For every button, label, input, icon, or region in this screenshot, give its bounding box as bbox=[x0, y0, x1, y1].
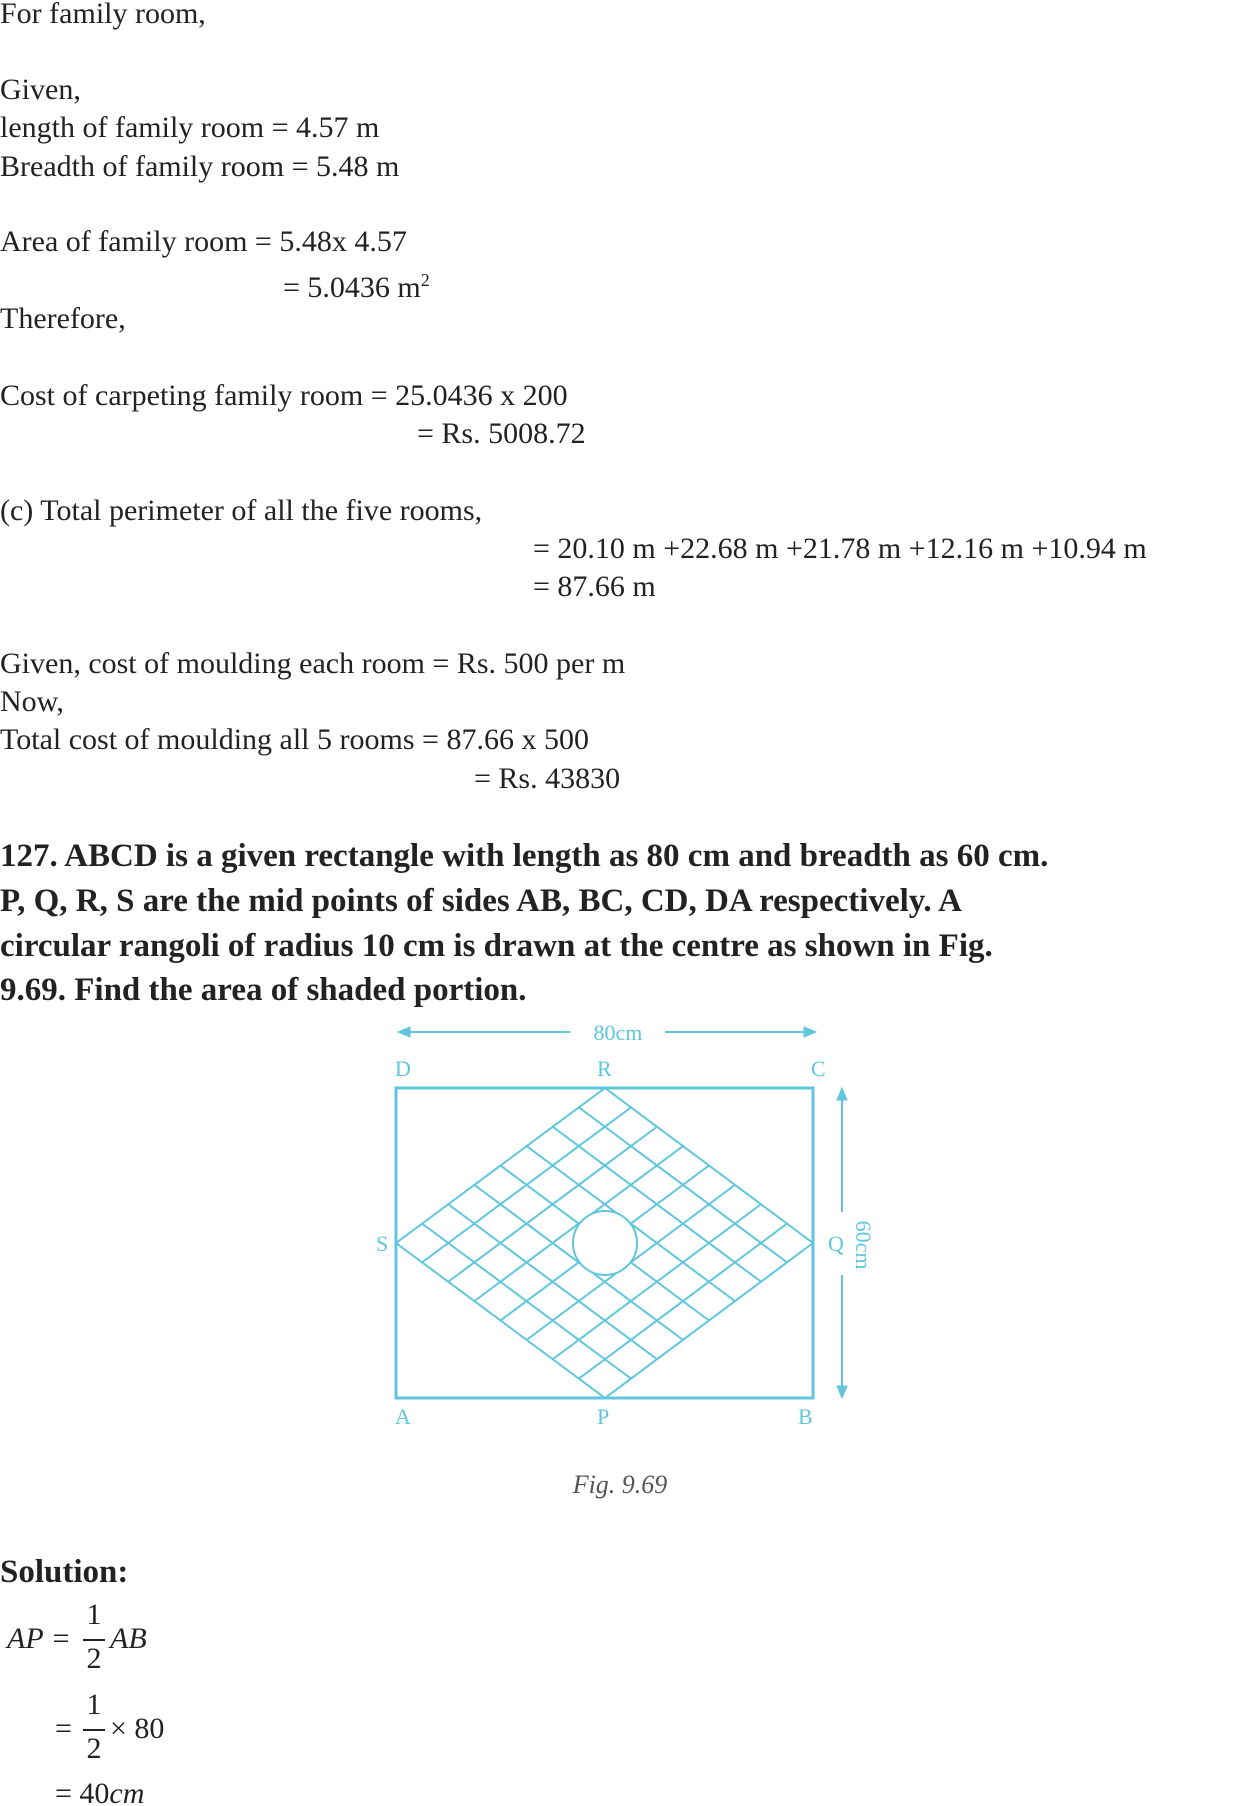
math-text: AP = bbox=[7, 1622, 71, 1655]
unit: cm bbox=[109, 1777, 145, 1806]
math-line-2: = bbox=[55, 1712, 72, 1745]
text-line: (c) Total perimeter of all the five rooms, bbox=[0, 494, 483, 527]
point-label-r: R bbox=[597, 1056, 612, 1081]
math-text: AB bbox=[110, 1622, 147, 1655]
question-line: 9.69. Find the area of shaded portion. bbox=[0, 972, 527, 1008]
arrow-head bbox=[398, 1027, 410, 1037]
question-line: circular rangoli of radius 10 cm is drawn at the centre as shown in Fig. bbox=[0, 928, 993, 964]
text: = 5.0436 m bbox=[283, 271, 421, 304]
math-line-1 bbox=[7, 1622, 71, 1656]
text-line: Breadth of family room = 5.48 m bbox=[0, 150, 400, 183]
point-label-d: D bbox=[395, 1056, 411, 1081]
text-line: Total cost of moulding all 5 rooms = 87.66 x 500 bbox=[0, 723, 589, 756]
arrow-head bbox=[837, 1386, 847, 1398]
text-line: Now, bbox=[0, 685, 64, 718]
question-line: P, Q, R, S are the mid points of sides AB, BC, CD, DA respectively. A bbox=[0, 883, 962, 919]
text-line: = 87.66 m bbox=[533, 570, 656, 603]
text-line: = Rs. 5008.72 bbox=[417, 417, 586, 450]
fraction-bar bbox=[83, 1639, 105, 1641]
text-line: Cost of carpeting family room = 25.0436 x 200 bbox=[0, 379, 568, 412]
text-line: Therefore, bbox=[0, 302, 126, 335]
math-line-1-right bbox=[110, 1622, 147, 1656]
superscript: 2 bbox=[420, 270, 430, 290]
math-text: = 40 bbox=[55, 1777, 110, 1806]
text-line: length of family room = 4.57 m bbox=[0, 111, 380, 144]
math-line-2-right: × 80 bbox=[110, 1712, 165, 1745]
height-label: 60cm bbox=[851, 1220, 876, 1270]
arrow-head bbox=[837, 1088, 847, 1100]
fraction-numerator: 1 bbox=[86, 1598, 102, 1631]
point-label-c: C bbox=[811, 1056, 826, 1081]
math-line-3 bbox=[55, 1777, 144, 1806]
text-line: = 20.10 m +22.68 m +21.78 m +12.16 m +10.94 m bbox=[533, 532, 1147, 565]
text-line: = Rs. 43830 bbox=[474, 762, 621, 795]
text-line: For family room, bbox=[0, 0, 206, 30]
fraction-bar bbox=[83, 1729, 105, 1731]
text-line: Area of family room = 5.48x 4.57 bbox=[0, 225, 407, 258]
fraction-denominator: 2 bbox=[86, 1642, 102, 1675]
text-line: Given, bbox=[0, 73, 81, 106]
question-line: 127. ABCD is a given rectangle with length as 80 cm and breadth as 60 cm. bbox=[0, 838, 1049, 874]
arrow-head bbox=[804, 1027, 816, 1037]
solution-heading: Solution: bbox=[0, 1554, 129, 1590]
figure-caption: Fig. 9.69 bbox=[572, 1470, 668, 1499]
point-label-b: B bbox=[798, 1404, 813, 1429]
point-label-a: A bbox=[395, 1404, 411, 1429]
rangoli-circle bbox=[573, 1211, 637, 1275]
point-label-s: S bbox=[376, 1231, 389, 1256]
fraction-numerator: 1 bbox=[86, 1688, 102, 1721]
text-line: Given, cost of moulding each room = Rs. 500 per m bbox=[0, 647, 626, 680]
point-label-p: P bbox=[597, 1404, 610, 1429]
point-label-q: Q bbox=[828, 1231, 844, 1256]
fraction-denominator: 2 bbox=[86, 1732, 102, 1765]
width-label: 80cm bbox=[593, 1020, 643, 1045]
